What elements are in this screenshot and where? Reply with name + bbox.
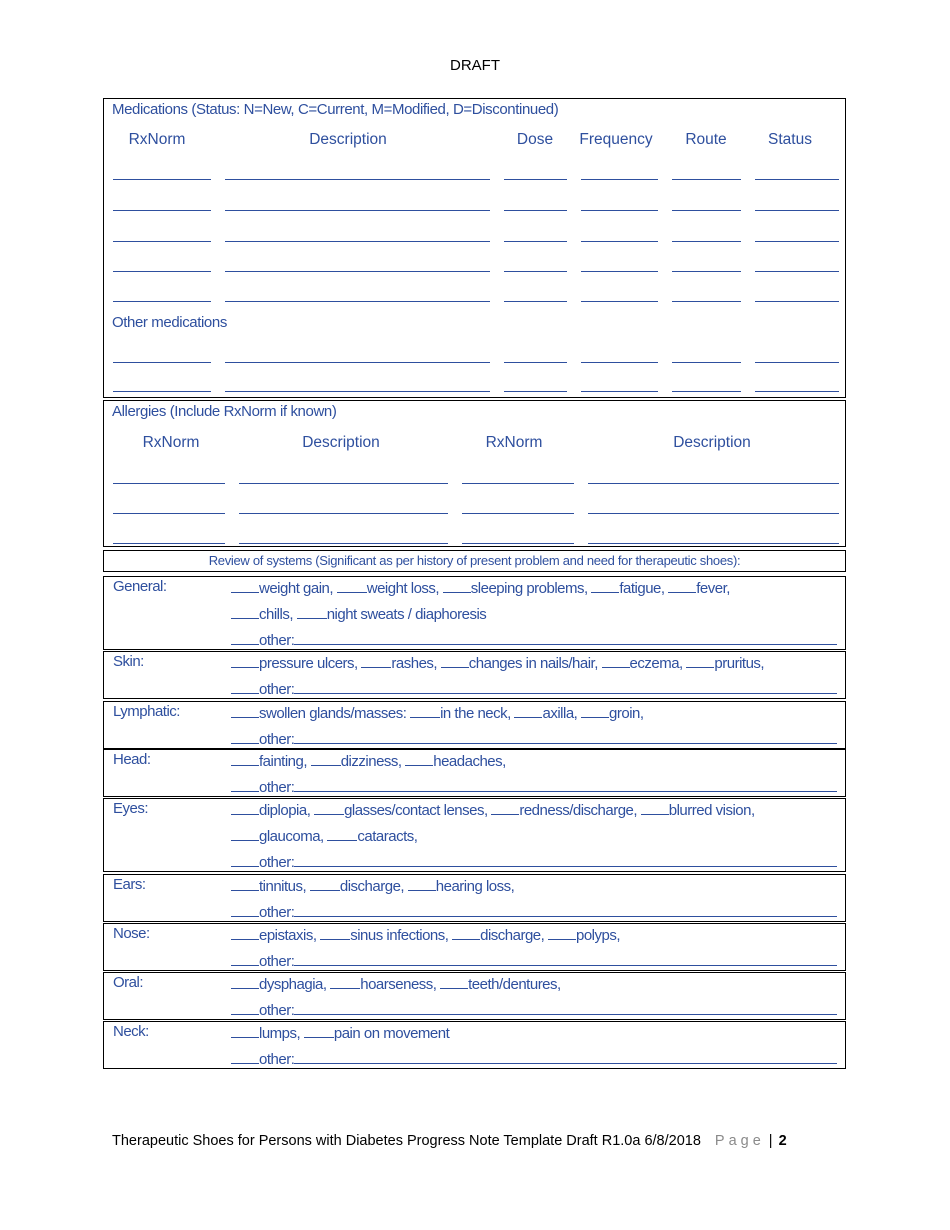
other-text-line[interactable] xyxy=(294,951,837,966)
symptom-label: eczema, xyxy=(629,655,683,672)
symptom-checkbox-blank[interactable] xyxy=(443,578,471,593)
medication-entry-line[interactable] xyxy=(113,391,211,392)
symptom-checkbox-blank[interactable] xyxy=(440,974,468,989)
symptom-label: groin, xyxy=(609,705,644,722)
system-name: Head: xyxy=(113,751,151,768)
medication-entry-line[interactable] xyxy=(581,301,658,302)
symptom-checkbox-blank[interactable] xyxy=(591,578,619,593)
medication-entry-line[interactable] xyxy=(113,301,211,302)
symptom-checkbox-blank[interactable] xyxy=(441,653,469,668)
medication-entry-line[interactable] xyxy=(113,210,211,211)
symptom-label: discharge, xyxy=(339,878,405,895)
footer-separator: | xyxy=(768,1133,773,1149)
medication-entry-line[interactable] xyxy=(581,241,658,242)
symptom-label: pressure ulcers, xyxy=(259,655,358,672)
symptom-checkbox-blank[interactable] xyxy=(452,925,480,940)
system-head xyxy=(103,749,846,797)
allergy-col-rxnorm-1: RxNorm xyxy=(142,434,200,451)
system-name: Ears: xyxy=(113,876,146,893)
allergy-entry-line[interactable] xyxy=(588,483,839,484)
medication-entry-line[interactable] xyxy=(504,271,567,272)
medication-entry-line[interactable] xyxy=(225,391,490,392)
symptom-checkbox-blank[interactable] xyxy=(320,925,350,940)
symptom-checkbox-blank[interactable] xyxy=(602,653,630,668)
symptom-label: glasses/contact lenses, xyxy=(344,802,488,819)
symptom-checkbox-blank[interactable] xyxy=(231,653,259,668)
symptom-label: weight gain, xyxy=(259,580,334,597)
symptom-checkbox-blank[interactable] xyxy=(231,925,259,940)
allergy-entry-line[interactable] xyxy=(113,483,225,484)
symptom-checkbox-blank[interactable] xyxy=(304,1023,334,1038)
allergies-section xyxy=(103,400,846,547)
other-label: other: xyxy=(259,1051,295,1068)
medication-entry-line[interactable] xyxy=(113,271,211,272)
system-oral xyxy=(103,972,846,1020)
symptom-checkbox-blank[interactable] xyxy=(686,653,714,668)
other-checkbox-blank[interactable] xyxy=(231,1049,259,1064)
med-col-route: Route xyxy=(685,131,727,148)
medication-entry-line[interactable] xyxy=(672,391,741,392)
symptom-label: pain on movement xyxy=(333,1025,450,1042)
medication-entry-line[interactable] xyxy=(581,210,658,211)
symptom-label: epistaxis, xyxy=(259,927,317,944)
symptom-label: hearing loss, xyxy=(435,878,515,895)
symptom-label: sinus infections, xyxy=(350,927,449,944)
medication-entry-line[interactable] xyxy=(504,301,567,302)
allergy-entry-line[interactable] xyxy=(239,543,448,544)
symptom-checkbox-blank[interactable] xyxy=(231,800,259,815)
symptom-label: fatigue, xyxy=(619,580,665,597)
symptom-label: dysphagia, xyxy=(259,976,327,993)
symptom-checkbox-blank[interactable] xyxy=(548,925,576,940)
medications-section xyxy=(103,98,846,398)
other-label: other: xyxy=(259,731,295,748)
symptom-label: pruritus, xyxy=(714,655,765,672)
system-name: General: xyxy=(113,578,167,595)
symptom-label: headaches, xyxy=(433,753,506,770)
system-ears xyxy=(103,874,846,922)
medication-entry-line[interactable] xyxy=(113,241,211,242)
medication-entry-line[interactable] xyxy=(225,179,490,180)
allergy-entry-line[interactable] xyxy=(239,483,448,484)
symptom-checkbox-blank[interactable] xyxy=(231,974,259,989)
other-text-line[interactable] xyxy=(294,902,837,917)
other-text-line[interactable] xyxy=(294,1000,837,1015)
symptom-checkbox-blank[interactable] xyxy=(231,703,259,718)
medication-entry-line[interactable] xyxy=(581,362,658,363)
symptom-checkbox-blank[interactable] xyxy=(297,604,327,619)
med-col-frequency: Frequency xyxy=(579,131,653,148)
system-name: Eyes: xyxy=(113,800,149,817)
allergy-entry-line[interactable] xyxy=(588,513,839,514)
symptom-label: fainting, xyxy=(259,753,308,770)
medication-entry-line[interactable] xyxy=(755,362,839,363)
other-checkbox-blank[interactable] xyxy=(231,951,259,966)
allergy-entry-line[interactable] xyxy=(588,543,839,544)
system-name: Oral: xyxy=(113,974,144,991)
symptom-label: weight loss, xyxy=(366,580,440,597)
symptom-label: discharge, xyxy=(480,927,545,944)
system-name: Lymphatic: xyxy=(113,703,180,720)
medication-entry-line[interactable] xyxy=(225,241,490,242)
page-footer xyxy=(112,1133,787,1149)
symptom-label: polyps, xyxy=(576,927,621,944)
medication-entry-line[interactable] xyxy=(225,301,490,302)
symptom-label: hoarseness, xyxy=(360,976,437,993)
other-checkbox-blank[interactable] xyxy=(231,777,259,792)
other-checkbox-blank[interactable] xyxy=(231,852,259,867)
symptom-checkbox-blank[interactable] xyxy=(231,876,259,891)
medication-entry-line[interactable] xyxy=(672,271,741,272)
other-label: other: xyxy=(259,953,295,970)
allergy-col-description-2: Description xyxy=(673,434,751,451)
medication-entry-line[interactable] xyxy=(672,362,741,363)
symptom-checkbox-blank[interactable] xyxy=(231,578,259,593)
other-text-line[interactable] xyxy=(294,1049,837,1064)
symptom-checkbox-blank[interactable] xyxy=(337,578,367,593)
draft-label: DRAFT xyxy=(450,57,500,74)
other-text-line[interactable] xyxy=(294,729,837,744)
other-checkbox-blank[interactable] xyxy=(231,902,259,917)
symptom-checkbox-blank[interactable] xyxy=(491,800,519,815)
symptom-checkbox-blank[interactable] xyxy=(314,800,344,815)
medication-entry-line[interactable] xyxy=(113,362,211,363)
other-label: other: xyxy=(259,779,295,796)
medication-entry-line[interactable] xyxy=(672,241,741,242)
system-nose xyxy=(103,923,846,971)
symptom-checkbox-blank[interactable] xyxy=(310,876,340,891)
system-general xyxy=(103,576,846,650)
allergy-col-description-1: Description xyxy=(302,434,380,451)
symptom-label: dizziness, xyxy=(340,753,402,770)
symptom-label: changes in nails/hair, xyxy=(468,655,598,672)
medication-entry-line[interactable] xyxy=(504,241,567,242)
medication-entry-line[interactable] xyxy=(225,362,490,363)
allergies-title: Allergies (Include RxNorm if known) xyxy=(112,403,337,420)
medication-entry-line[interactable] xyxy=(504,179,567,180)
medication-entry-line[interactable] xyxy=(225,271,490,272)
medication-entry-line[interactable] xyxy=(581,391,658,392)
other-label: other: xyxy=(259,1002,295,1019)
symptom-label: lumps, xyxy=(259,1025,301,1042)
symptom-label: diplopia, xyxy=(259,802,311,819)
allergy-entry-line[interactable] xyxy=(239,513,448,514)
other-label: other: xyxy=(259,854,295,871)
review-of-systems-title: Review of systems (Significant as per history of present problem and need for therapeutic shoes): xyxy=(103,550,846,572)
symptom-label: night sweats / diaphoresis xyxy=(326,606,487,623)
medication-entry-line[interactable] xyxy=(672,210,741,211)
symptom-label: in the neck, xyxy=(440,705,511,722)
allergy-entry-line[interactable] xyxy=(462,513,574,514)
other-text-line[interactable] xyxy=(294,679,837,694)
symptom-label: swollen glands/masses: xyxy=(259,705,407,722)
other-checkbox-blank[interactable] xyxy=(231,1000,259,1015)
other-checkbox-blank[interactable] xyxy=(231,679,259,694)
other-label: other: xyxy=(259,681,295,698)
symptom-checkbox-blank[interactable] xyxy=(410,703,440,718)
system-eyes xyxy=(103,798,846,872)
symptom-label: axilla, xyxy=(542,705,578,722)
symptom-checkbox-blank[interactable] xyxy=(231,604,259,619)
other-checkbox-blank[interactable] xyxy=(231,729,259,744)
symptom-label: fever, xyxy=(696,580,730,597)
med-col-description: Description xyxy=(309,131,387,148)
medication-entry-line[interactable] xyxy=(504,362,567,363)
other-text-line[interactable] xyxy=(294,852,837,867)
symptom-checkbox-blank[interactable] xyxy=(581,703,609,718)
medication-entry-line[interactable] xyxy=(113,179,211,180)
symptom-label: blurred vision, xyxy=(668,802,755,819)
other-text-line[interactable] xyxy=(294,630,837,645)
symptom-checkbox-blank[interactable] xyxy=(330,974,360,989)
other-label: other: xyxy=(259,904,295,921)
medication-entry-line[interactable] xyxy=(504,210,567,211)
allergy-entry-line[interactable] xyxy=(462,483,574,484)
medication-entry-line[interactable] xyxy=(672,301,741,302)
allergy-entry-line[interactable] xyxy=(113,513,225,514)
system-lymphatic xyxy=(103,701,846,749)
med-col-dose: Dose xyxy=(516,131,554,148)
medication-entry-line[interactable] xyxy=(504,391,567,392)
symptom-label: glaucoma, xyxy=(259,828,324,845)
symptom-checkbox-blank[interactable] xyxy=(361,653,391,668)
allergy-entry-line[interactable] xyxy=(113,543,225,544)
symptom-label: chills, xyxy=(259,606,294,623)
symptom-checkbox-blank[interactable] xyxy=(668,578,696,593)
symptom-checkbox-blank[interactable] xyxy=(514,703,542,718)
footer-page-word: Page xyxy=(714,1133,765,1149)
symptom-label: cataracts, xyxy=(357,828,418,845)
medications-title: Medications (Status: N=New, C=Current, M=Modified, D=Discontinued) xyxy=(112,101,559,118)
footer-document-title: Therapeutic Shoes for Persons with Diabetes Progress Note Template Draft R1.0a 6/8/2018 xyxy=(112,1133,701,1149)
footer-page-number: 2 xyxy=(778,1133,787,1149)
medication-entry-line[interactable] xyxy=(755,241,839,242)
symptom-checkbox-blank[interactable] xyxy=(231,751,259,766)
medication-entry-line[interactable] xyxy=(581,271,658,272)
medication-entry-line[interactable] xyxy=(755,391,839,392)
symptom-checkbox-blank[interactable] xyxy=(408,876,436,891)
medication-entry-line[interactable] xyxy=(755,179,839,180)
medication-entry-line[interactable] xyxy=(755,271,839,272)
other-label: other: xyxy=(259,632,295,649)
system-skin xyxy=(103,651,846,699)
med-col-rxnorm: RxNorm xyxy=(128,131,186,148)
system-name: Skin: xyxy=(113,653,144,670)
system-name: Nose: xyxy=(113,925,150,942)
medication-entry-line[interactable] xyxy=(225,210,490,211)
medication-entry-line[interactable] xyxy=(755,210,839,211)
symptom-label: rashes, xyxy=(391,655,438,672)
allergy-col-rxnorm-2: RxNorm xyxy=(485,434,543,451)
symptom-checkbox-blank[interactable] xyxy=(231,1023,259,1038)
symptom-checkbox-blank[interactable] xyxy=(327,826,357,841)
medication-entry-line[interactable] xyxy=(672,179,741,180)
system-name: Neck: xyxy=(113,1023,149,1040)
allergy-entry-line[interactable] xyxy=(462,543,574,544)
other-medications-label: Other medications xyxy=(112,314,227,331)
symptom-checkbox-blank[interactable] xyxy=(311,751,341,766)
symptom-label: tinnitus, xyxy=(259,878,307,895)
symptom-checkbox-blank[interactable] xyxy=(641,800,669,815)
medication-entry-line[interactable] xyxy=(755,301,839,302)
symptom-label: redness/discharge, xyxy=(519,802,638,819)
symptom-label: teeth/dentures, xyxy=(468,976,561,993)
symptom-label: sleeping problems, xyxy=(470,580,588,597)
system-neck xyxy=(103,1021,846,1069)
other-text-line[interactable] xyxy=(294,777,837,792)
symptom-checkbox-blank[interactable] xyxy=(405,751,433,766)
medication-entry-line[interactable] xyxy=(581,179,658,180)
med-col-status: Status xyxy=(768,131,812,148)
other-checkbox-blank[interactable] xyxy=(231,630,259,645)
symptom-checkbox-blank[interactable] xyxy=(231,826,259,841)
